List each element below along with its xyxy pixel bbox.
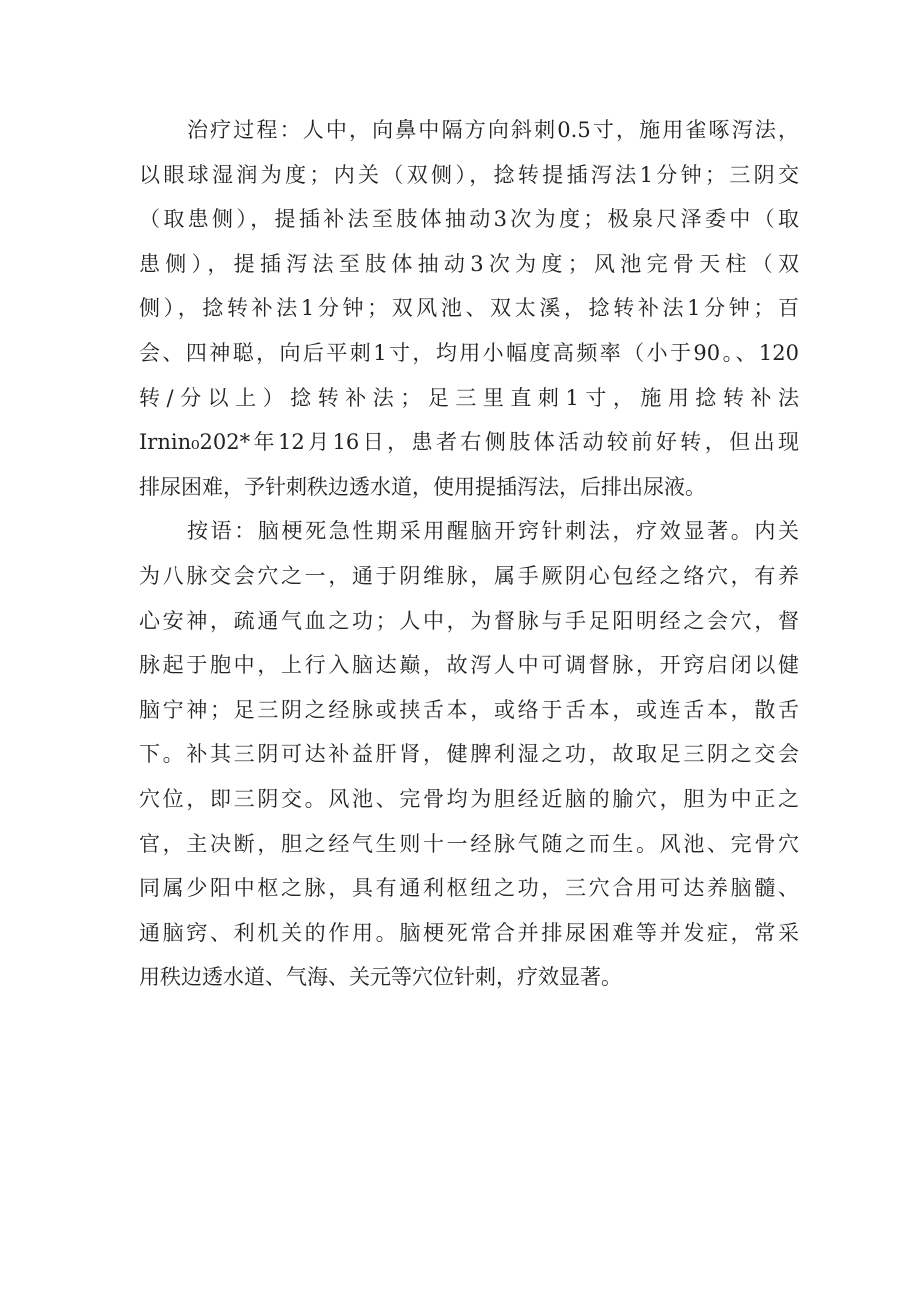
text-line: 转/分以上）捻转补法；足三里直刺1寸，施用捻转补法 xyxy=(139,385,799,410)
text-line: 脉起于胞中，上行入脑达巅，故泻人中可调督脉，开窍启闭以健 xyxy=(139,653,799,678)
paragraph-commentary xyxy=(139,509,799,1000)
text-line: 治疗过程：人中，向鼻中隔方向斜刺0.5寸，施用雀啄泻法， xyxy=(187,118,799,142)
paragraph-treatment-process xyxy=(139,108,799,509)
text-line: 心安神，疏通气血之功；人中，为督脉与手足阳明经之会穴，督 xyxy=(139,608,799,633)
text-line: 患侧），提插泻法至肢体抽动3次为度；风池完骨天柱（双 xyxy=(139,251,799,276)
text-line: 脑宁神；足三阴之经脉或挟舌本，或络于舌本，或连舌本，散舌 xyxy=(139,697,799,722)
text-line: 为八脉交会穴之一，通于阴维脉，属手厥阴心包经之络穴，有养 xyxy=(139,563,799,588)
text-line: 通脑窍、利机关的作用。脑梗死常合并排尿困难等并发症，常采 xyxy=(139,920,799,945)
text-line: 按语：脑梗死急性期采用醒脑开窍针刺法，疗效显著。内关 xyxy=(187,519,799,544)
document-body xyxy=(139,108,799,1000)
text-line: 侧），捻转补法1分钟；双风池、双太溪，捻转补法1分钟；百 xyxy=(139,296,799,321)
text-line: 以眼球湿润为度；内关（双侧），捻转提插泻法1分钟；三阴交 xyxy=(139,162,799,187)
text-line: （取患侧），提插补法至肢体抽动3次为度；极泉尺泽委中（取 xyxy=(139,207,799,232)
text-line: 用秩边透水道、气海、关元等穴位针刺，疗效显著。 xyxy=(139,965,622,990)
text-line: 同属少阳中枢之脉，具有通利枢纽之功，三穴合用可达养脑髓、 xyxy=(139,876,799,901)
text-line: 穴位，即三阴交。风池、完骨均为胆经近脑的腧穴，胆为中正之 xyxy=(139,786,799,811)
text-line: 下。补其三阴可达补益肝肾，健脾利湿之功，故取足三阴之交会 xyxy=(139,742,799,767)
text-line: 会、四神聪，向后平刺1寸，均用小幅度高频率（小于90。、120 xyxy=(139,340,799,365)
text-line: Irnin₀202*年12月16日，患者右侧肢体活动较前好转，但出现 xyxy=(139,430,799,455)
text-line: 官，主决断，胆之经气生则十一经脉气随之而生。风池、完骨穴 xyxy=(139,831,799,856)
text-line: 排尿困难，予针刺秩边透水道，使用提插泻法，后排出尿液。 xyxy=(139,474,706,499)
